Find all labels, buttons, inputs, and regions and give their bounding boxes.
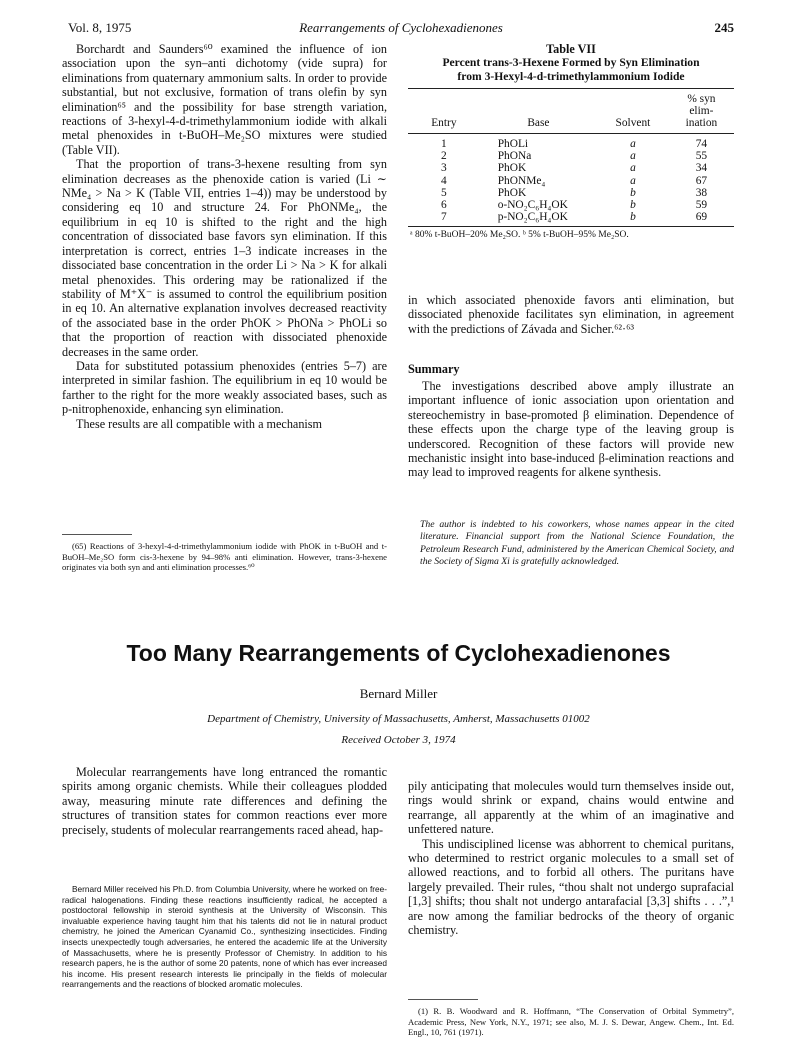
table-row — [408, 175, 734, 187]
cell-base: PhOK — [497, 162, 527, 175]
table-row — [408, 199, 734, 211]
cell-solvent: a — [630, 150, 636, 163]
cell-base: p-NO₂C₆H₄OK — [480, 211, 597, 227]
cell-syn: 59 — [695, 199, 708, 212]
cell-syn: 69 — [669, 211, 734, 227]
paragraph: The investigations described above amply illustrate an important influence of ionic association upon orientation and stereochemistry in base-promoted β elimination. Dependence of these effects upon the charge type of the leaving group is underscored. Recognition of these factors will provide new mechanistic insight into base-induced β-elimination reactions and may lead to improved reagents for alkene synthesis. — [408, 379, 734, 480]
cell-solvent: a — [630, 138, 636, 150]
paragraph: That the proportion of trans-3-hexene resulting from syn elimination decreases as the phenoxide cation is varied (Li ∼ NMe₄ > Na > K (Table VII, entries 1–4)) may be understood by considering eq 10 and structure 24. For PhONMe₄, the equilibrium in eq 10 is shifted to the right and the high concentration of dissociated base favors syn elimination. If this interpretation is correct, entries 1–3 indicate increases in the dissociated base concentration in the order Li > Na > K for alkali metal phenoxides. This ordering may be rationalized if the stability of M⁺X⁻ is assumed to control the equilibrium position in eq 10. An alternative explanation involves decreased reactivity of the associated base in the order PhOK > PhONa > PhOLi so that the proportion of reaction with dissociated phenoxide decreases in the same order. — [62, 157, 387, 359]
intro-left-column — [62, 765, 387, 837]
cell-base: PhONa — [497, 150, 532, 163]
column-header-entry: Entry — [408, 89, 480, 134]
table-row — [408, 187, 734, 199]
paragraph: This undisciplined license was abhorrent to chemical puritans, who determined to restrict organic molecules to a small set of allowed reactions, and to forbid all others. The puritans have largely prevailed. Their rules, “thou shalt not undergo suprafacial [1,3] shifts; thou shalt not undergo antarafacial [3,3] shifts . . .”,¹ are now among the familiar bedrocks of the theory of organic chemistry. — [408, 836, 734, 938]
table-row — [408, 162, 734, 174]
table-caption-line: Percent trans-3-Hexene Formed by Syn Elimination — [442, 56, 700, 69]
volume-year: Vol. 8, 1975 — [68, 20, 132, 35]
cell-syn: 67 — [695, 174, 708, 187]
cell-solvent: b — [630, 199, 636, 212]
page-number: 245 — [714, 20, 734, 35]
acknowledgment: The author is indebted to his coworkers, whose names appear in the cited literature. Financial support from the National Science Foundation, the Petroleum Research Fund, administered by the American Chemical Society, and the Society of Sigma Xi is gratefully acknowledged. — [420, 519, 734, 567]
paragraph: Borchardt and Saunders⁶⁰ examined the influence of ion association upon the syn–anti dichotomy (vide supra) for eliminations from quaternary ammonium salts. In order to provide substantial, but not exclusive, formation of trans olefin by syn elimination⁶⁵ and the possibility for base strength variation, reactions of 3-hexyl-4-d-trimethylammonium iodide with alkali metal phenoxides in t-BuOH–Me₂SO mixtures were studied (Table VII). — [62, 42, 387, 157]
cell-entry: 5 — [441, 186, 447, 199]
footnote-divider — [408, 999, 478, 1000]
paragraph: Molecular rearrangements have long entranced the romantic spirits among organic chemists. While their colleagues plodded away, measuring minute rate differences and defining the structures of transition states for common reactions ever more precisely, students of molecular rearrangements raced ahead, hap- — [62, 765, 387, 837]
cell-entry: 3 — [441, 162, 447, 175]
author-name: Bernard Miller — [359, 686, 438, 701]
summary-heading: Summary — [408, 362, 460, 376]
footnote-65: (65) Reactions of 3-hexyl-4-d-trimethylammonium iodide with PhOK in t-BuOH and t-BuOH–Me₂SO form cis-3-hexene by 94–98% anti elimination. However, trans-3-hexene originates via both syn and anti elimination processes.⁶⁰ — [62, 541, 387, 573]
left-column-text — [62, 42, 387, 431]
cell-entry: 1 — [441, 138, 447, 150]
data-table — [408, 88, 734, 227]
cell-syn: 34 — [695, 162, 708, 175]
cell-entry: 6 — [441, 199, 447, 212]
table-row — [408, 211, 734, 227]
paragraph: in which associated phenoxide favors anti elimination, but dissociated phenoxide facilitates syn elimination, in agreement with the predictions of Závada and Sicher.⁶²·⁶³ — [408, 293, 734, 336]
paragraph: Data for substituted potassium phenoxides (entries 5–7) are interpreted in similar fashion. The equilibrium in eq 10 would be farther to the right for the more weakly associated bases, such as p-nitrophenoxide, enhancing syn elimination. — [62, 358, 387, 417]
cell-solvent: b — [597, 211, 669, 227]
intro-right-column — [408, 779, 734, 937]
cell-solvent: a — [630, 174, 636, 187]
cell-entry: 4 — [441, 174, 447, 187]
cell-syn: 38 — [695, 186, 708, 199]
running-title: Rearrangements of Cyclohexadienones — [299, 20, 503, 35]
column-header-syn-elimination: % syn elim- ination — [669, 89, 734, 134]
column-header-solvent: Solvent — [597, 89, 669, 134]
author-biography: Bernard Miller received his Ph.D. from Columbia University, where he worked on free-radical halogenations. Finding these reactions insufficiently radical, he accepted a postdoctoral fellowship in steroid synthesis at the University of Wisconsin. This invaluable experience having taught him that his talents did not lie in natural product chemistry, he joined the American Cyanamid Co., synthesizing insecticides. Finding insects unexpectedly tough adversaries, he entered the academic life at the University of Massachusetts, where he is presently Professor of Chemistry. In addition to his research papers, he is the author of some 20 patents, none of which has ever increased his income. His present research interests lie principally in the fields of molecular rearrangements and the reactions of blocked aromatic molecules. — [62, 884, 387, 990]
table-caption-line: from 3-Hexyl-4-d-trimethylammonium Iodide — [457, 70, 685, 83]
received-date: Received October 3, 1974 — [341, 734, 456, 746]
table-vii — [408, 42, 734, 241]
cell-syn: 74 — [695, 138, 708, 150]
cell-base: PhOLi — [497, 138, 529, 150]
cell-base: PhONMe₄ — [497, 174, 546, 187]
footnote-1: (1) R. B. Woodward and R. Hoffmann, “The Conservation of Orbital Symmetry”, Academic Press, New York, N.Y., 1971; see also, M. J. S. Dewar, Angew. Chem., Int. Ed. Engl., 10, 761 (1971). — [408, 1006, 734, 1038]
cell-solvent: b — [630, 186, 636, 199]
running-header — [68, 20, 734, 38]
article-title: Too Many Rearrangements of Cyclohexadienones — [126, 640, 671, 666]
table-caption — [408, 56, 734, 84]
table-footnote: ᵃ 80% t-BuOH–20% Me₂SO. ᵇ 5% t-BuOH–95% Me₂SO. — [410, 230, 629, 241]
footnote-divider — [62, 534, 132, 535]
paragraph: These results are all compatible with a mechanism — [76, 416, 323, 431]
author-affiliation: Department of Chemistry, University of Massachusetts, Amherst, Massachusetts 01002 — [207, 713, 590, 725]
cell-syn: 55 — [695, 150, 708, 163]
cell-entry: 2 — [441, 150, 447, 163]
cell-base: PhOK — [497, 186, 527, 199]
table-row — [408, 134, 734, 151]
summary-text — [408, 379, 734, 480]
paragraph: pily anticipating that molecules would turn themselves inside out, rings would shrink or expand, chains would entwine and rearrange, all apparently at the whim of an imaginative and unfettered nature. — [408, 779, 734, 837]
cell-entry: 7 — [408, 211, 480, 227]
right-column-text — [408, 293, 734, 336]
cell-base: o-NO₂C₆H₄OK — [497, 199, 568, 212]
table-title: Table VII — [546, 42, 596, 56]
cell-solvent: a — [630, 162, 636, 175]
column-header-base: Base — [480, 89, 597, 134]
table-row — [408, 150, 734, 162]
